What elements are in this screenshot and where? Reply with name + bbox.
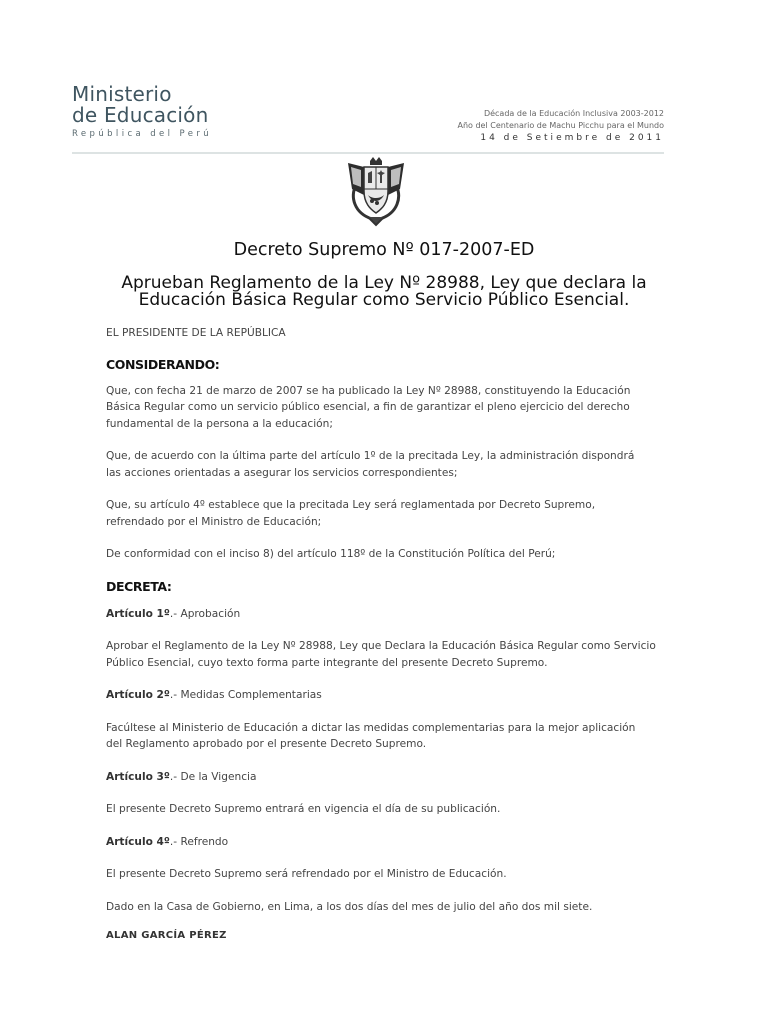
decree-body — [106, 325, 656, 941]
given-at-line: Dado en la Casa de Gobierno, en Lima, a los dos días del mes de julio del año dos mil siete. — [106, 900, 593, 913]
article-1-label: Artículo 1º — [106, 607, 170, 620]
article-2-title: .- Medidas Complementarias — [169, 689, 322, 701]
year-name-text: Año del Centenario de Machu Picchu para el Mundo — [457, 121, 664, 130]
header-divider — [72, 152, 664, 154]
header-date: 14 de Setiembre de 2011 — [480, 133, 664, 143]
article-4-text: El presente Decreto Supremo será refrendado por el Ministro de Educación. — [106, 868, 507, 880]
article-2-label: Artículo 2º — [106, 689, 170, 701]
considerando-heading: CONSIDERANDO: — [106, 356, 220, 372]
paragraph-line: Que, con fecha 21 de marzo de 2007 se ha publicado la Ley Nº 28988, constituyendo la Educación — [106, 384, 631, 397]
decreta-heading: DECRETA: — [106, 578, 172, 594]
paragraph-line: Que, de acuerdo con la última parte del artículo 1º de la precitada Ley, la administración dispondrá — [106, 450, 635, 462]
president-line: EL PRESIDENTE DE LA REPÚBLICA — [106, 327, 286, 339]
considerando-paragraph-3 — [106, 497, 646, 530]
article-3-title: .- De la Vigencia — [169, 770, 257, 783]
article-4-title: .- Refrendo — [169, 835, 229, 848]
decree-subtitle-line2: Educación Básica Regular como Servicio Público Esencial. — [138, 290, 630, 310]
article-3-heading — [106, 769, 646, 786]
coat-of-arms-icon — [342, 157, 410, 227]
considerando-paragraph-2 — [106, 448, 646, 481]
decree-subtitle-line1: Aprueban Reglamento de la Ley Nº 28988, Ley que declara la — [121, 273, 647, 293]
ministry-logo — [72, 84, 212, 139]
article-3-label: Artículo 3º — [106, 770, 170, 783]
ministry-country: República del Perú — [72, 129, 213, 139]
article-4-label: Artículo 4º — [106, 835, 170, 848]
article-1-heading — [106, 606, 646, 623]
paragraph-line: Público Esencial, cuyo texto forma parte integrante del presente Decreto Supremo. — [106, 656, 548, 669]
paragraph-line: Básica Regular como un servicio público esencial, a fin de garantizar el pleno ejercicio del derecho — [106, 401, 630, 413]
article-2-text — [106, 720, 646, 753]
considerando-paragraph-4: De conformidad con el inciso 8) del artículo 118º de la Constitución Política del Perú; — [106, 548, 556, 560]
article-3-text: El presente Decreto Supremo entrará en vigencia el día de su publicación. — [106, 803, 501, 815]
paragraph-line: Aprobar el Reglamento de la Ley Nº 28988, Ley que Declara la Educación Básica Regular como Servicio — [106, 640, 656, 652]
paragraph-line: fundamental de la persona a la educación; — [106, 417, 333, 430]
decree-subtitle — [0, 275, 768, 309]
considerando-paragraph-1 — [106, 383, 646, 433]
ministry-name-line1: Ministerio — [72, 82, 172, 106]
paragraph-line: del Reglamento aprobado por el presente Decreto Supremo. — [106, 738, 427, 750]
paragraph-line: Que, su artículo 4º establece que la precitada Ley será reglamentada por Decreto Supremo, — [106, 499, 596, 511]
paragraph-line: las acciones orientadas a asegurar los servicios correspondientes; — [106, 466, 458, 479]
article-2-heading — [106, 687, 646, 704]
ministry-name-line2: de Educación — [72, 103, 209, 127]
decree-title: Decreto Supremo Nº 017-2007-ED — [233, 240, 535, 260]
article-1-text — [106, 638, 656, 671]
signer-name: ALAN GARCÍA PÉREZ — [106, 930, 227, 941]
paragraph-line: Facúltese al Ministerio de Educación a dictar las medidas complementarias para la mejor aplicación — [106, 721, 636, 734]
decade-text: Década de la Educación Inclusiva 2003-2012 — [483, 109, 664, 118]
article-1-title: .- Aprobación — [169, 607, 241, 620]
header-info — [457, 108, 664, 145]
article-4-heading — [106, 834, 646, 851]
paragraph-line: refrendado por el Ministro de Educación; — [106, 515, 322, 528]
